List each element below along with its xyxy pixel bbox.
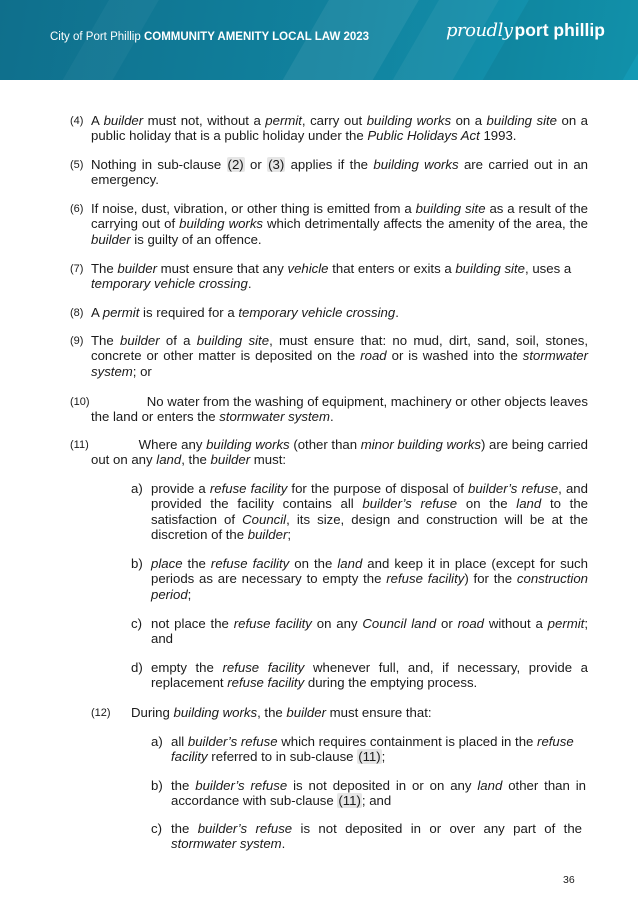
clause-12-b: the builder’s refuse is not deposited in or on any land other than in accordance with sub-clause (11); and bbox=[171, 778, 587, 809]
clause-number: (10) bbox=[70, 396, 90, 408]
clause-10-line-2: the land or enters the stormwater system. bbox=[91, 409, 334, 424]
clause-number: (11) bbox=[70, 439, 89, 451]
cross-reference[interactable]: (2) bbox=[227, 157, 244, 172]
clause-number: (9) bbox=[70, 335, 84, 347]
cross-reference[interactable]: (3) bbox=[268, 157, 285, 172]
cross-reference[interactable]: (11) bbox=[358, 749, 381, 765]
clause-11-line-1: Where any building works (other than minor building works) are being carried bbox=[138, 437, 588, 452]
clause-11-line-2: out on any land, the builder must: bbox=[91, 452, 287, 467]
clause-9: The builder of a building site, must ensure that: no mud, dirt, sand, soil, stones, concrete or other matter is deposited on the road or is washed into the stormwater system; or bbox=[91, 333, 589, 379]
cross-reference[interactable]: (11) bbox=[338, 793, 361, 809]
clause-4: A builder must not, without a permit, carry out building works on a building site on a public holiday that is a public holiday under the Public Holidays Act 1993. bbox=[91, 113, 588, 144]
sub-item-label: c) bbox=[131, 616, 142, 631]
clause-number: (4) bbox=[70, 115, 84, 127]
clause-number: (8) bbox=[70, 307, 84, 319]
sub-item-label: a) bbox=[131, 481, 143, 496]
clause-12-a: all builder’s refuse which requires containment is placed in the refuse facility referred to in sub-clause (11); bbox=[171, 734, 574, 765]
clause-number: (6) bbox=[70, 203, 84, 215]
clause-5: Nothing in sub-clause (2) or (3) applies if the building works are carried out in an emergency. bbox=[91, 157, 588, 188]
clause-11-a: provide a refuse facility for the purpose of disposal of builder’s refuse, and provided the facility contains all builder’s refuse on the land to the satisfaction of Council, its size, design and construction will be at the discretion of the builder; bbox=[151, 481, 588, 543]
clause-number: (12) bbox=[91, 707, 111, 719]
clause-10-line-1: No water from the washing of equipment, machinery or other objects leaves bbox=[146, 394, 588, 409]
sub-item-label: a) bbox=[151, 734, 163, 749]
clause-11-d: empty the refuse facility whenever full, and, if necessary, provide a replacement refuse facility during the emptying process. bbox=[151, 660, 588, 691]
sub-item-label: d) bbox=[131, 660, 143, 675]
clause-number: (5) bbox=[70, 159, 84, 171]
clause-12: During building works, the builder must ensure that: bbox=[131, 705, 432, 720]
clause-12-c: the builder’s refuse is not deposited in or over any part of the stormwater system. bbox=[171, 821, 582, 852]
sub-item-label: c) bbox=[151, 821, 162, 836]
document-title: City of Port Phillip COMMUNITY AMENITY LOCAL LAW 2023 bbox=[50, 31, 370, 43]
header-banner bbox=[0, 0, 638, 80]
page-number: 36 bbox=[563, 874, 575, 886]
clause-7: The builder must ensure that any vehicle that enters or exits a building site, uses a temporary vehicle crossing. bbox=[91, 261, 572, 292]
clause-6: If noise, dust, vibration, or other thing is emitted from a building site as a result of the carrying out of building works which detrimentally affects the amenity of the area, the builder is guilty of an offence. bbox=[91, 201, 589, 247]
clause-number: (7) bbox=[70, 263, 84, 275]
clause-8: A permit is required for a temporary vehicle crossing. bbox=[91, 305, 399, 320]
sub-item-label: b) bbox=[151, 778, 163, 793]
clause-11-b: place the refuse facility on the land and keep it in place (except for such periods as are necessary to empty the refuse facility) for the construction period; bbox=[151, 556, 589, 602]
sub-item-label: b) bbox=[131, 556, 143, 571]
clause-11-c: not place the refuse facility on any Council land or road without a permit; and bbox=[151, 616, 588, 647]
port-phillip-logo: proudly port phillip bbox=[446, 20, 605, 41]
